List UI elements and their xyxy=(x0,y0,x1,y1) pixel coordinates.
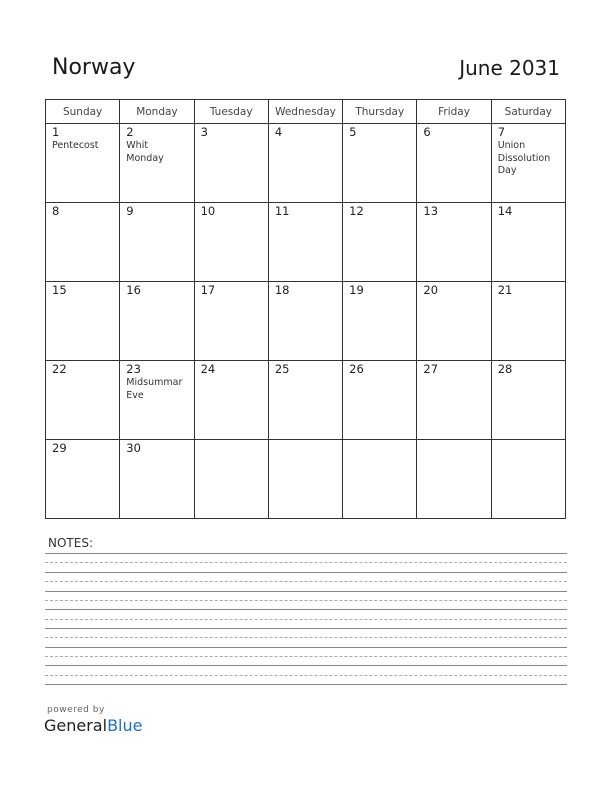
day-cell xyxy=(194,282,268,361)
day-number: 3 xyxy=(200,125,208,139)
day-cell xyxy=(46,440,120,519)
day-cell xyxy=(120,124,194,203)
brand-logo xyxy=(44,716,142,735)
week-row xyxy=(46,203,566,282)
notes-line xyxy=(45,600,567,601)
notes-label: NOTES: xyxy=(48,536,93,550)
day-cell xyxy=(491,124,565,203)
day-cell xyxy=(194,203,268,282)
day-cell xyxy=(417,203,491,282)
day-number: 15 xyxy=(52,283,67,297)
day-number: 28 xyxy=(497,362,513,376)
holiday-label: Pentecost xyxy=(52,140,99,151)
notes-line xyxy=(45,665,567,666)
weekday-wednesday: Wednesday xyxy=(268,100,342,124)
empty-day-cell xyxy=(417,440,491,519)
holiday-label: Whit Monday xyxy=(126,140,164,164)
day-number: 16 xyxy=(126,283,141,297)
day-cell xyxy=(268,282,342,361)
day-cell xyxy=(417,124,491,203)
day-number: 18 xyxy=(274,283,290,297)
day-number: 2 xyxy=(126,125,134,139)
empty-day-cell xyxy=(491,440,565,519)
notes-line xyxy=(45,572,567,573)
day-number: 12 xyxy=(349,204,364,218)
calendar-grid xyxy=(45,99,566,519)
day-cell xyxy=(268,361,342,440)
day-cell xyxy=(268,124,342,203)
country-title: Norway xyxy=(52,55,136,80)
day-cell xyxy=(268,203,342,282)
notes-line xyxy=(45,609,567,610)
weekday-saturday: Saturday xyxy=(491,100,565,124)
day-cell xyxy=(343,203,417,282)
week-row xyxy=(46,440,566,519)
notes-line xyxy=(45,619,567,620)
empty-day-cell xyxy=(194,440,268,519)
day-cell xyxy=(120,361,194,440)
notes-line xyxy=(45,591,567,592)
day-number: 17 xyxy=(200,283,216,297)
notes-line xyxy=(45,628,567,629)
powered-by-text: powered by xyxy=(47,705,105,715)
weekday-thursday: Thursday xyxy=(343,100,417,124)
brand-general: General xyxy=(44,716,108,735)
month-year-title: June 2031 xyxy=(459,56,560,80)
day-number: 26 xyxy=(349,362,364,376)
day-number: 23 xyxy=(126,362,141,376)
day-number: 6 xyxy=(423,125,431,139)
empty-day-cell xyxy=(343,440,417,519)
day-number: 11 xyxy=(274,204,290,218)
day-cell xyxy=(194,124,268,203)
day-number: 4 xyxy=(274,125,283,139)
day-number: 30 xyxy=(126,441,141,455)
day-number: 8 xyxy=(52,204,60,218)
day-number: 24 xyxy=(200,362,216,376)
holiday-label: Midsummar Eve xyxy=(126,377,183,401)
day-number: 25 xyxy=(274,362,290,376)
weekday-header-row xyxy=(46,100,566,124)
day-number: 22 xyxy=(52,362,67,376)
day-cell xyxy=(46,361,120,440)
day-number: 21 xyxy=(497,283,513,297)
day-number: 29 xyxy=(52,441,67,455)
day-number: 7 xyxy=(497,125,506,139)
day-cell xyxy=(491,203,565,282)
day-number: 14 xyxy=(497,204,513,218)
notes-line xyxy=(45,581,567,582)
notes-line xyxy=(45,675,567,676)
empty-day-cell xyxy=(268,440,342,519)
day-cell xyxy=(194,361,268,440)
weekday-friday: Friday xyxy=(417,100,491,124)
brand-blue: Blue xyxy=(107,716,143,735)
day-cell xyxy=(46,282,120,361)
notes-line xyxy=(45,637,567,638)
weekday-monday: Monday xyxy=(120,100,194,124)
day-number: 9 xyxy=(126,204,134,218)
notes-line xyxy=(45,562,567,563)
day-cell xyxy=(343,124,417,203)
day-cell xyxy=(417,282,491,361)
week-row xyxy=(46,282,566,361)
week-row xyxy=(46,361,566,440)
day-number: 13 xyxy=(423,204,439,218)
day-cell xyxy=(343,282,417,361)
day-number: 27 xyxy=(423,362,439,376)
notes-line xyxy=(45,656,567,657)
day-number: 10 xyxy=(200,204,216,218)
day-number: 1 xyxy=(52,125,60,139)
day-cell xyxy=(46,124,120,203)
notes-line xyxy=(45,684,567,685)
day-cell xyxy=(343,361,417,440)
notes-line xyxy=(45,647,567,648)
holiday-label: Union Dissolution Day xyxy=(497,140,551,176)
day-cell xyxy=(120,440,194,519)
notes-line xyxy=(45,553,567,554)
day-number: 5 xyxy=(349,125,357,139)
day-cell xyxy=(120,282,194,361)
day-number: 19 xyxy=(349,283,364,297)
week-row xyxy=(46,124,566,203)
day-cell xyxy=(46,203,120,282)
weekday-tuesday: Tuesday xyxy=(194,100,268,124)
weekday-sunday: Sunday xyxy=(46,100,120,124)
day-cell xyxy=(491,282,565,361)
day-cell xyxy=(417,361,491,440)
day-number: 20 xyxy=(423,283,439,297)
day-cell xyxy=(120,203,194,282)
day-cell xyxy=(491,361,565,440)
